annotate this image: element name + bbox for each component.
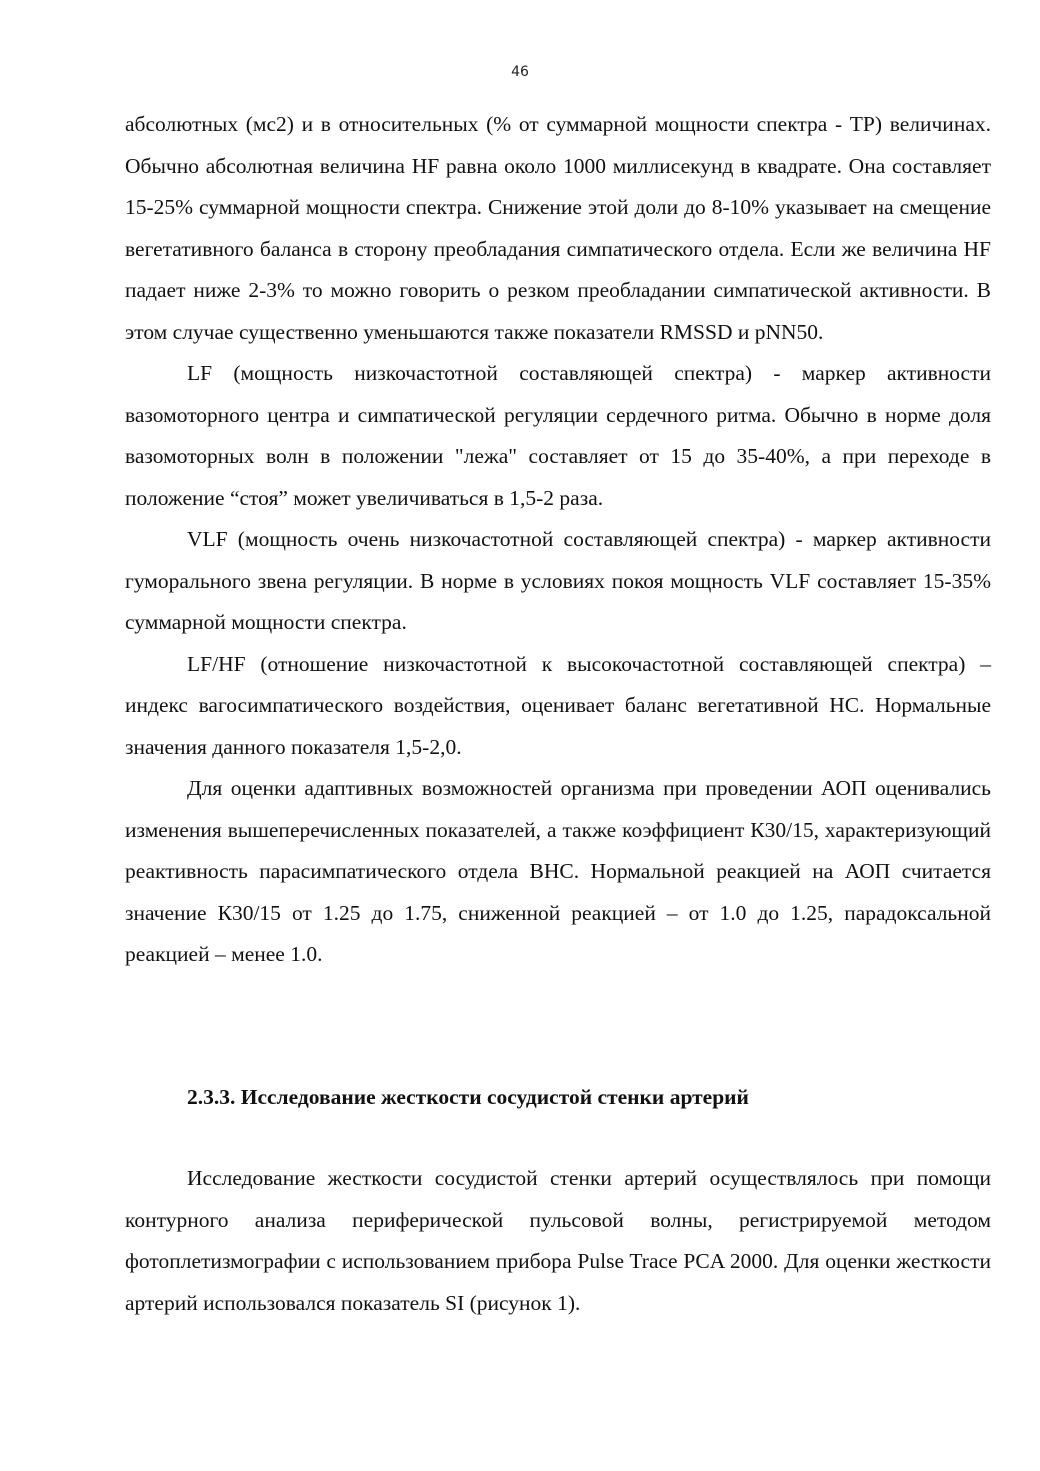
body-text-block (125, 104, 991, 976)
section-heading: 2.3.3. Исследование жесткости сосудистой стенки артерий (187, 1085, 749, 1109)
paragraph-lf-hf: LF/HF (отношение низкочастотной к высокочастотной составляющей спектра) – индекс вагосимпатического воздействия, оценивает баланс вегетативной НС. Нормальные значения данного показателя 1,5-2,0. (125, 651, 991, 759)
paragraph-continuation: абсолютных (мс2) и в относительных (% от суммарной мощности спектра - ТР) величинах. Обычно абсолютная величина HF равна около 1000 миллисекунд в квадрате. Она составляет 15-25% суммарной мощности спектра. Снижение этой доли до 8-10% указывает на смещение вегетативного баланса в сторону преобладания симпатического отдела. Если же величина HF падает ниже 2-3% то можно говорить о резком преобладании симпатической активности. В этом случае существенно уменьшаются также показатели RMSSD и pNN50. (125, 112, 991, 344)
paragraph-vlf: VLF (мощность очень низкочастотной составляющей спектра) - маркер активности гуморального звена регуляции. В норме в условиях покоя мощность VLF составляет 15-35% суммарной мощности спектра. (125, 527, 991, 634)
paragraph-aop: Для оценки адаптивных возможностей организма при проведении АОП оценивались изменения вышеперечисленных показателей, а также коэффициент К30/15, характеризующий реактивность парасимпатического отдела ВНС. Нормальной реакцией на АОП считается значение К30/15 от 1.25 до 1.75, сниженной реакцией – от 1.0 до 1.25, парадоксальной реакцией – менее 1.0. (125, 776, 991, 966)
section-text-block (125, 1158, 991, 1324)
paragraph-lf: LF (мощность низкочастотной составляющей спектра) - маркер активности вазомоторного центра и симпатической регуляции сердечного ритма. Обычно в норме доля вазомоторных волн в положении "лежа" составляет от 15 до 35-40%, а при переходе в положение “стоя” может увеличиваться в 1,5-2 раза. (125, 361, 991, 510)
page-number: 46 (511, 64, 529, 80)
paragraph-arterial-stiffness: Исследование жесткости сосудистой стенки артерий осуществлялось при помощи контурного анализа периферической пульсовой волны, регистрируемой методом фотоплетизмографии с использованием прибора Pulse Trace PCA 2000. Для оценки жесткости артерий использовался показатель SI (рисунок 1). (125, 1166, 991, 1315)
